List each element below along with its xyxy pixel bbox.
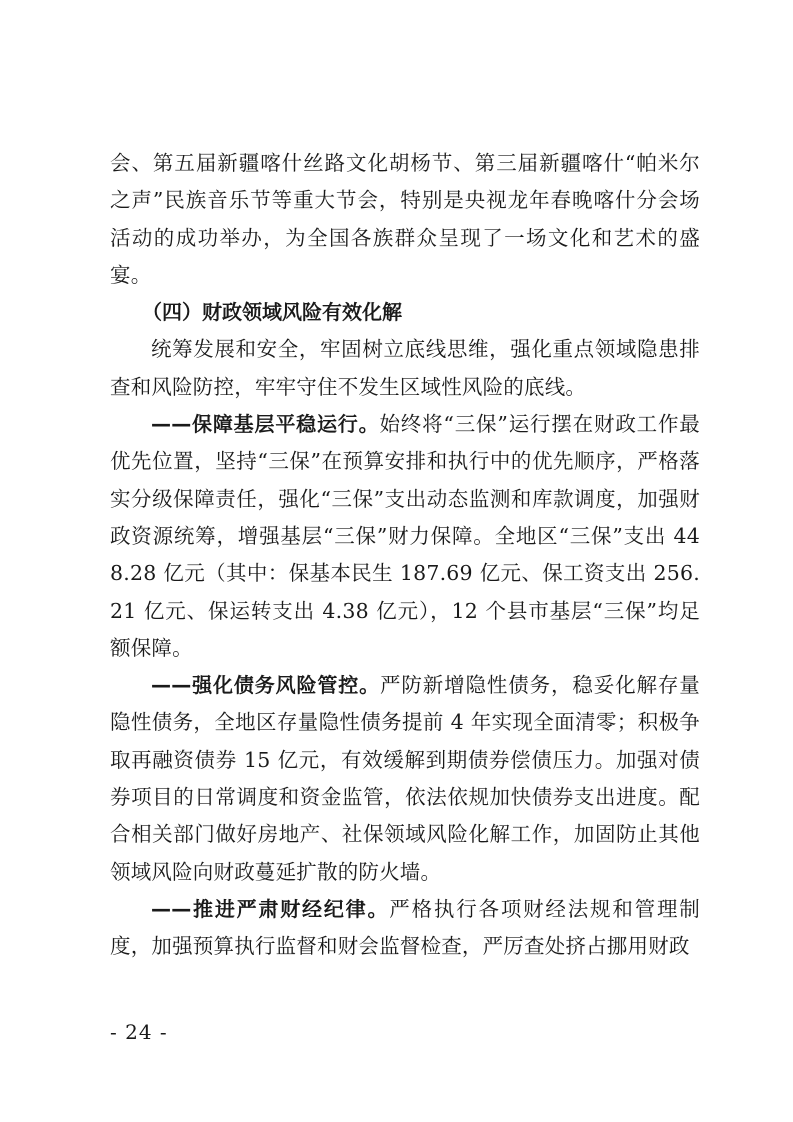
document-body — [110, 145, 700, 966]
paragraph-text: 严防新增隐性债务，稳妥化解存量隐性债务，全地区存量隐性债务提前 4 年实现全面清零；积极争取再融资债券 15 亿元，有效缓解到期债券偿债压力。加强对债券项目的日常调度和资金监管，依法依规加快债券支出进度。配合相关部门做好房地产、社保领域风险化解工作，加固防止其他领域风险向财政蔓延扩散的防火墙。 — [110, 673, 701, 884]
paragraph-festival-continuation — [110, 145, 700, 294]
section-heading-fiscal-risk: （四）财政领域风险有效化解 — [142, 300, 402, 325]
paragraph-text: 始终将“三保”运行摆在财政工作最优先位置，坚持“三保”在预算安排和执行中的优先顺序，严格落实分级保障责任，强化“三保”支出动态监测和库款调度，加强财政资源统筹，增强基层“三保”财力保障。全地区“三保”支出 448.28 亿元（其中：保基本民生 187.69 亿元、保工资支出 256.21 亿元、保运转支出 4.38 亿元），12 个县市基层“三保”均足额保障。 — [110, 412, 700, 660]
paragraph-debt-risk-control — [110, 667, 700, 891]
paragraph-lead-title: ——强化债务风险管控。 — [151, 673, 380, 698]
paragraph-text: 统筹发展和安全，牢固树立底线思维，强化重点领域隐患排查和风险防控，牢牢守住不发生区域性风险的底线。 — [110, 337, 700, 399]
paragraph-text: 严格执行各项财经法规和管理制度，加强预算执行监督和财会监督检查，严厉查处挤占挪用财政 — [110, 896, 700, 959]
paragraph-financial-discipline — [110, 891, 700, 966]
page-number: - 24 - — [110, 1020, 168, 1044]
paragraph-lead-title: ——保障基层平稳运行。 — [151, 412, 380, 437]
paragraph-text: 会、第五届新疆喀什丝路文化胡杨节、第三届新疆喀什“帕米尔之声”民族音乐节等重大节会，特别是央视龙年春晚喀什分会场活动的成功举办，为全国各族群众呈现了一场文化和艺术的盛宴。 — [110, 151, 700, 287]
paragraph-development-security — [110, 331, 700, 406]
paragraph-lead-title: ——推进严肃财经纪律。 — [151, 896, 390, 921]
paragraph-grassroots-operation — [110, 406, 700, 667]
